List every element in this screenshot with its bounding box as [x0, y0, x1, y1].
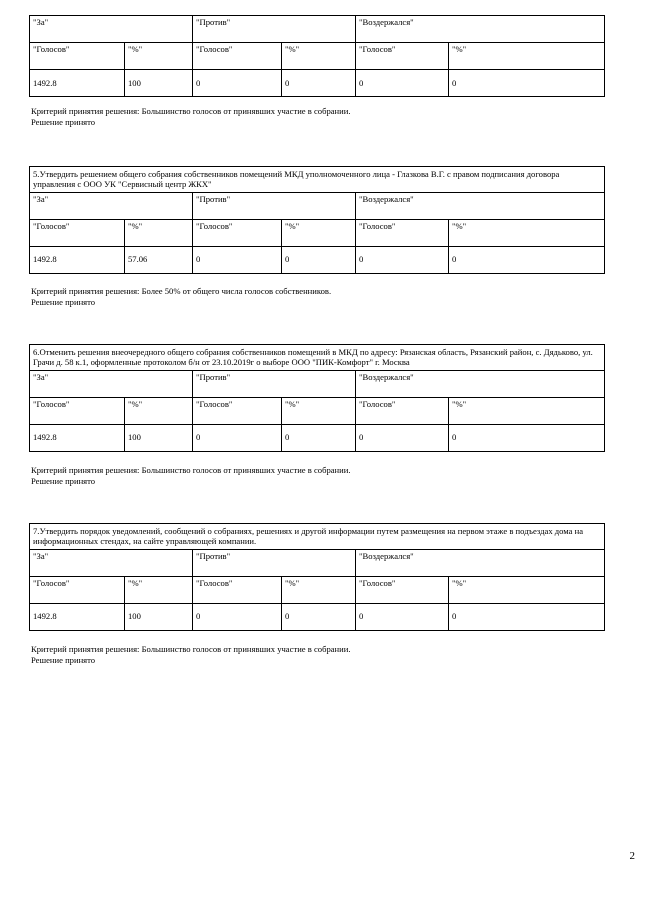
for-percent: 100	[125, 603, 193, 630]
result-text: Решение принято	[31, 297, 96, 307]
abstain-percent: 0	[449, 603, 605, 630]
col-votes: "Голосов"	[193, 576, 282, 603]
question-row	[30, 345, 605, 371]
col-votes: "Голосов"	[30, 219, 125, 246]
col-percent: "%"	[449, 397, 605, 424]
header-row	[30, 16, 605, 43]
result-text: Решение принято	[31, 655, 96, 665]
subheader-row	[30, 576, 605, 603]
col-votes: "Голосов"	[30, 43, 125, 70]
col-for: "За"	[30, 16, 193, 43]
against-votes: 0	[193, 70, 282, 97]
for-percent: 100	[125, 424, 193, 451]
against-percent: 0	[282, 424, 356, 451]
header-row	[30, 370, 605, 397]
against-percent: 0	[282, 246, 356, 273]
abstain-votes: 0	[356, 603, 449, 630]
against-percent: 0	[282, 603, 356, 630]
col-votes: "Голосов"	[356, 43, 449, 70]
result-text: Решение принято	[31, 117, 96, 127]
col-against: "Против"	[193, 16, 356, 43]
vote-table	[29, 523, 605, 631]
col-percent: "%"	[449, 43, 605, 70]
col-against: "Против"	[193, 549, 356, 576]
page-number: 2	[629, 850, 635, 862]
criterion-text: Критерий принятия решения: Большинство голосов от принявших участие в собрании.	[31, 465, 351, 475]
vote-block-1	[29, 15, 604, 97]
col-percent: "%"	[449, 576, 605, 603]
for-votes: 1492.8	[30, 424, 125, 451]
vote-block-7	[29, 523, 604, 631]
col-percent: "%"	[282, 219, 356, 246]
col-votes: "Голосов"	[30, 576, 125, 603]
criterion-text: Критерий принятия решения: Более 50% от общего числа голосов собственников.	[31, 286, 332, 296]
question-row	[30, 167, 605, 193]
col-percent: "%"	[282, 397, 356, 424]
abstain-votes: 0	[356, 70, 449, 97]
decision-note-7	[31, 644, 611, 666]
result-text: Решение принято	[31, 476, 96, 486]
for-votes: 1492.8	[30, 603, 125, 630]
for-percent: 100	[125, 70, 193, 97]
subheader-row	[30, 397, 605, 424]
col-percent: "%"	[125, 397, 193, 424]
subheader-row	[30, 219, 605, 246]
header-row	[30, 192, 605, 219]
abstain-percent: 0	[449, 70, 605, 97]
values-row	[30, 246, 605, 273]
col-against: "Против"	[193, 192, 356, 219]
col-votes: "Голосов"	[356, 397, 449, 424]
for-votes: 1492.8	[30, 70, 125, 97]
question-title: 6.Отменить решения внеочередного общего собрания собственников помещений в МКД по адресу: Рязанская область, Рязанский район, с. Дядьково, ул. Грачи д. 58 к.1, оформленные протоколом б/н от 23.10.2019г о выборе ООО "ПИК-Комфорт" г. Москва	[30, 345, 605, 371]
col-percent: "%"	[282, 576, 356, 603]
col-percent: "%"	[125, 576, 193, 603]
col-abstain: "Воздержался"	[356, 370, 605, 397]
col-votes: "Голосов"	[356, 576, 449, 603]
col-votes: "Голосов"	[356, 219, 449, 246]
decision-note-5	[31, 286, 611, 308]
values-row	[30, 603, 605, 630]
abstain-votes: 0	[356, 424, 449, 451]
col-percent: "%"	[125, 219, 193, 246]
col-against: "Против"	[193, 370, 356, 397]
col-percent: "%"	[125, 43, 193, 70]
col-percent: "%"	[449, 219, 605, 246]
vote-table	[29, 344, 605, 452]
abstain-votes: 0	[356, 246, 449, 273]
abstain-percent: 0	[449, 424, 605, 451]
vote-table	[29, 166, 605, 274]
col-votes: "Голосов"	[193, 219, 282, 246]
for-percent: 57.06	[125, 246, 193, 273]
values-row	[30, 424, 605, 451]
col-for: "За"	[30, 549, 193, 576]
against-votes: 0	[193, 424, 282, 451]
col-abstain: "Воздержался"	[356, 549, 605, 576]
header-row	[30, 549, 605, 576]
vote-block-6	[29, 344, 604, 452]
against-percent: 0	[282, 70, 356, 97]
decision-note-1	[31, 106, 611, 128]
col-abstain: "Воздержался"	[356, 192, 605, 219]
vote-block-5	[29, 166, 604, 274]
col-votes: "Голосов"	[193, 43, 282, 70]
for-votes: 1492.8	[30, 246, 125, 273]
against-votes: 0	[193, 603, 282, 630]
criterion-text: Критерий принятия решения: Большинство голосов от принявших участие в собрании.	[31, 644, 351, 654]
col-for: "За"	[30, 192, 193, 219]
subheader-row	[30, 43, 605, 70]
col-abstain: "Воздержался"	[356, 16, 605, 43]
question-title: 5.Утвердить решением общего собрания собственников помещений МКД уполномоченного лица - Глазкова В.Г. с правом подписания договора управления с ООО УК "Сервисный центр ЖКХ"	[30, 167, 605, 193]
col-votes: "Голосов"	[193, 397, 282, 424]
col-for: "За"	[30, 370, 193, 397]
against-votes: 0	[193, 246, 282, 273]
col-votes: "Голосов"	[30, 397, 125, 424]
vote-table	[29, 15, 605, 97]
question-row	[30, 524, 605, 550]
criterion-text: Критерий принятия решения: Большинство голосов от принявших участие в собрании.	[31, 106, 351, 116]
abstain-percent: 0	[449, 246, 605, 273]
question-title: 7.Утвердить порядок уведомлений, сообщений о собраниях, решениях и другой информации путем размещения на первом этаже в подъездах дома на информационных стендах, на сайте управляющей компании.	[30, 524, 605, 550]
values-row	[30, 70, 605, 97]
decision-note-6	[31, 465, 611, 487]
col-percent: "%"	[282, 43, 356, 70]
